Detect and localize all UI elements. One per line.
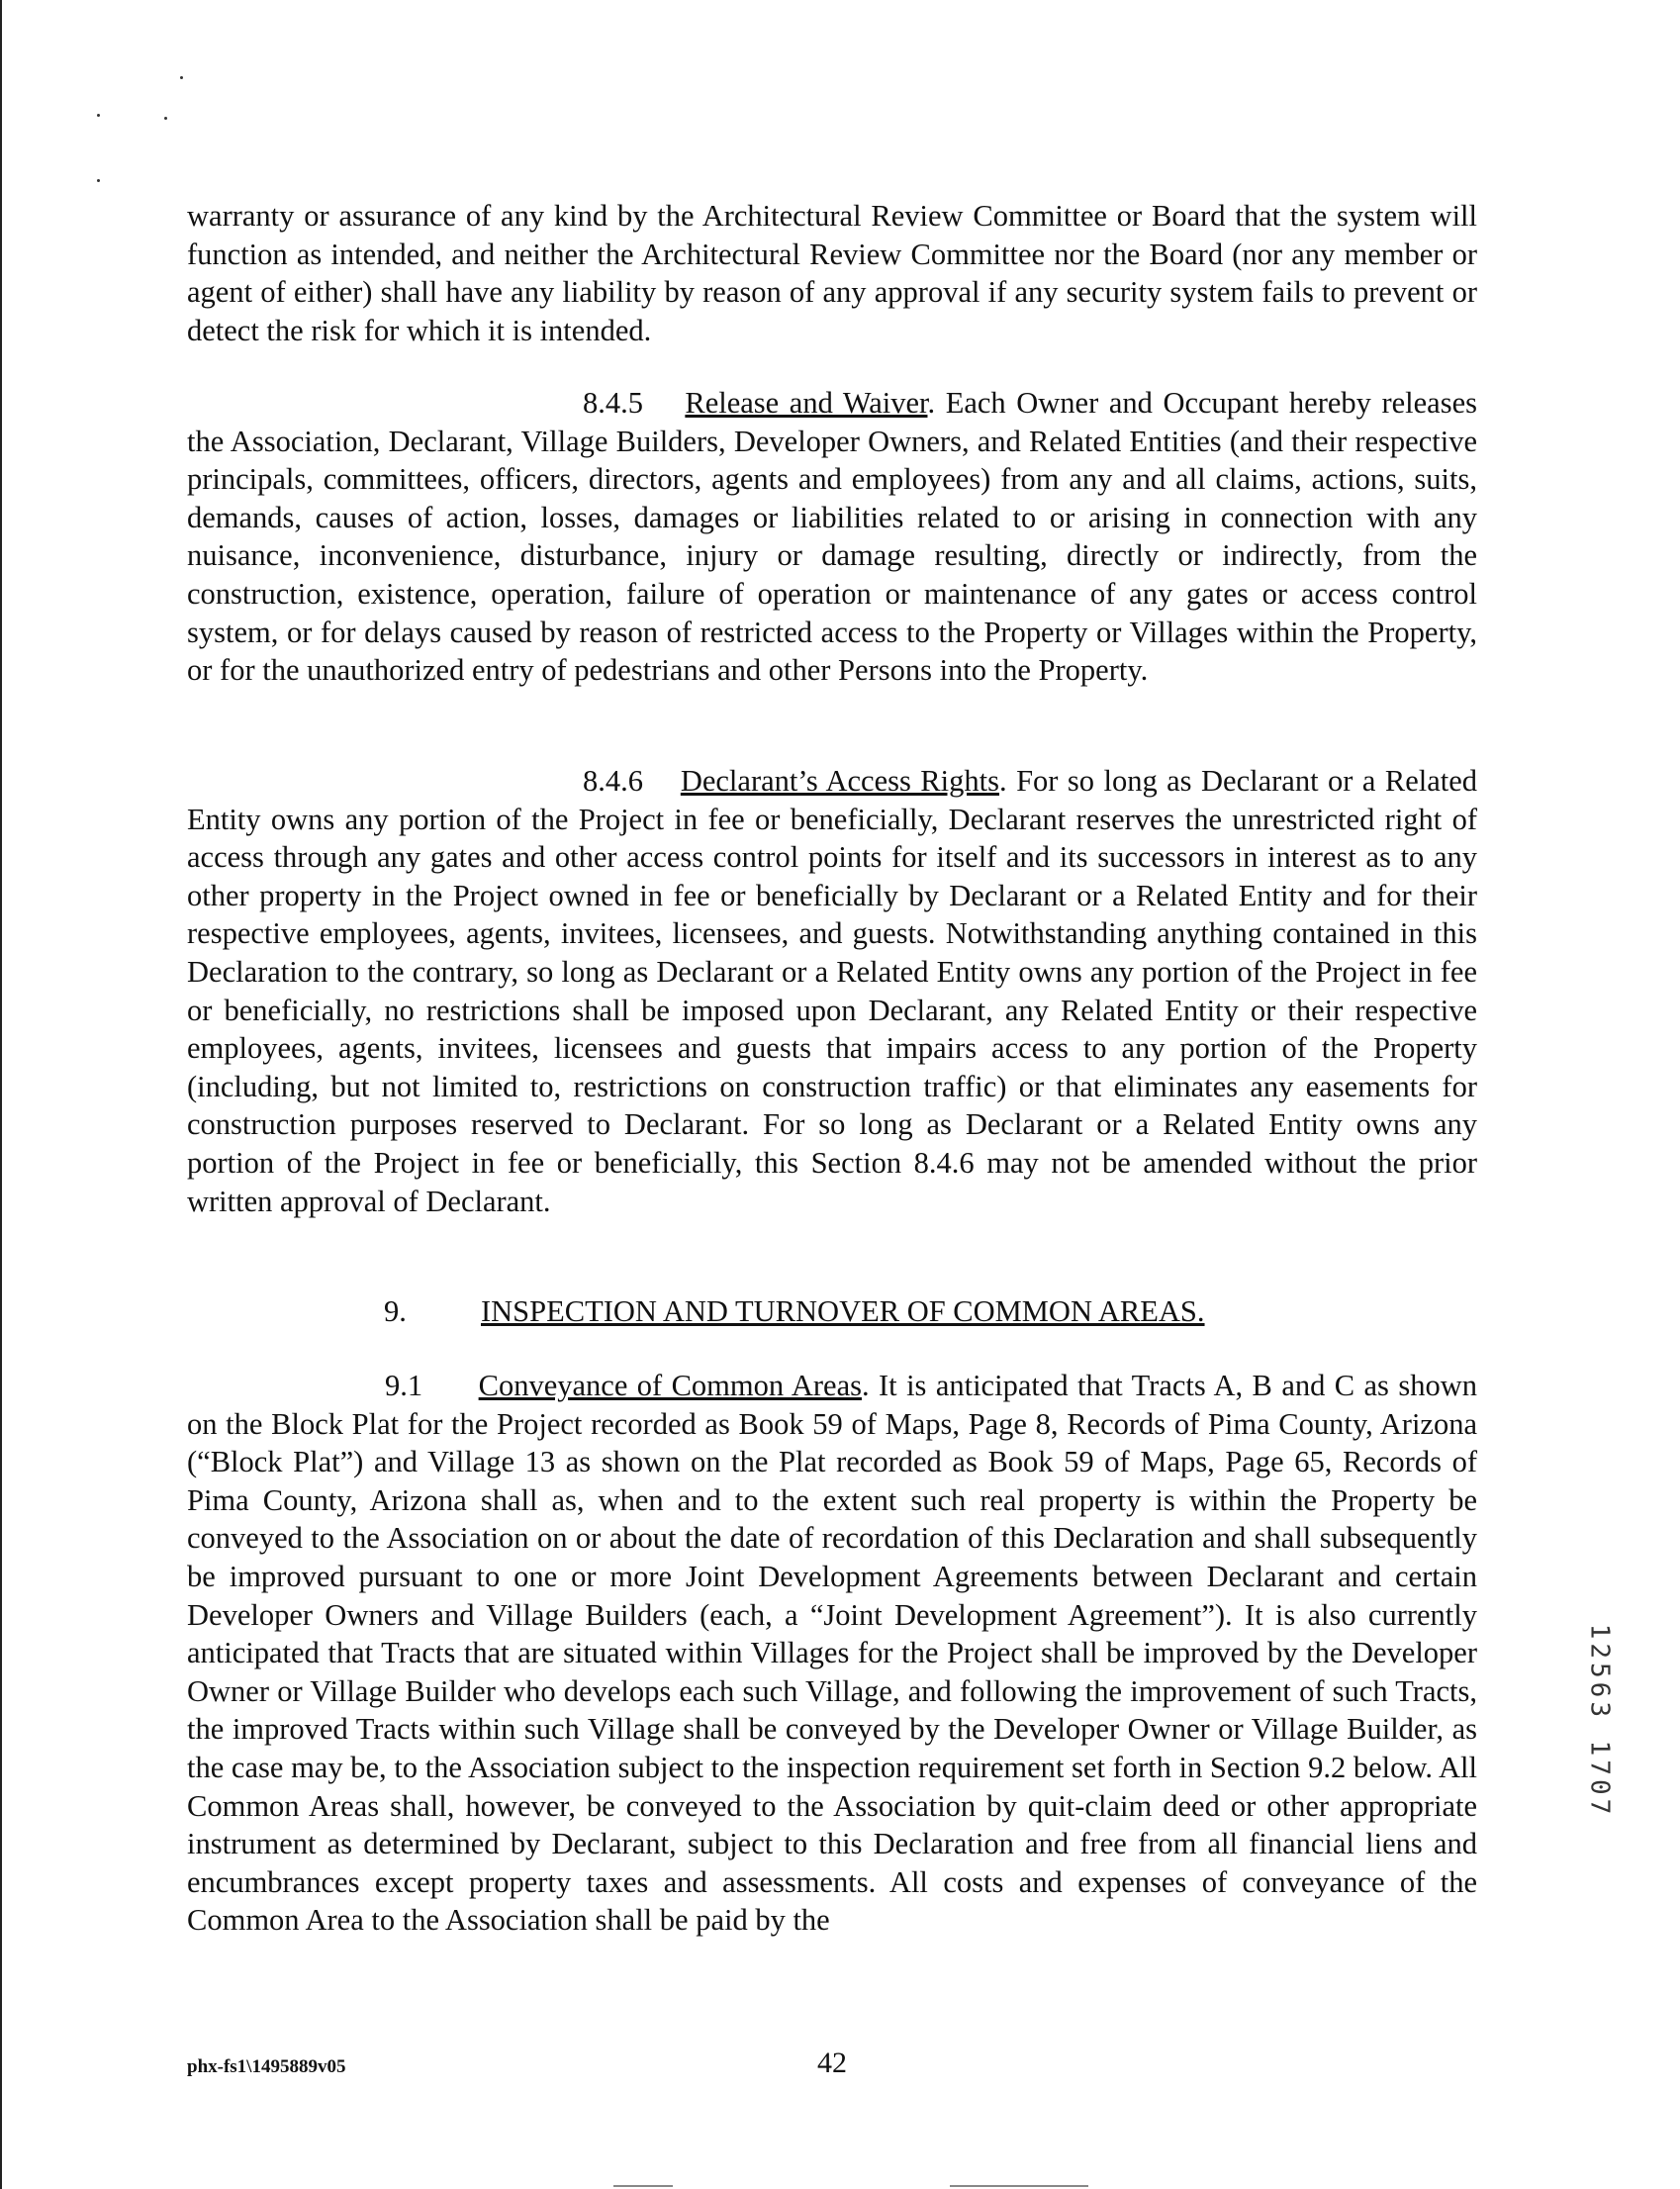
paragraph-security-warranty: warranty or assurance of any kind by the Architectural Review Committee or Board that the system will function as intended, and neither the Architectural Review Committee nor the Board (nor any member or agent of either) shall have any liability by reason of any approval if any security system fails to prevent or detect the risk for which it is intended.	[187, 199, 1477, 347]
section-8-4-text	[187, 197, 1477, 349]
section-title: Declarant’s Access Rights	[680, 764, 999, 798]
section-number: 9.1	[385, 1369, 423, 1402]
section-body: . For so long as Declarant or a Related Entity owns any portion of the Project in fee or beneficially, Declarant reserves the unrestricted right of access through any gates and other access control points for itself and its successors in interest as to any other property in the Project owned in fee or beneficially by Declarant or a Related Entity and for their respective employees, agents, invitees, licensees, and guests. Notwithstanding anything contained in this Declaration to the contrary, so long as Declarant or a Related Entity owns any portion of the Project in fee or beneficially, no restrictions shall be imposed upon Declarant, any Related Entity or their respective employees, agents, invitees, licensees and guests that impairs access to any portion of the Property (including, but not limited to, restrictions on construction traffic) or that eliminates any easements for construction purposes reserved to Declarant. For so long as Declarant or a Related Entity owns any portion of the Project in fee or beneficially, this Section 8.4.6 may not be amended without the prior written approval of Declarant.	[187, 764, 1478, 1218]
scan-artifact	[950, 2185, 1088, 2187]
heading-number: 9.	[384, 1294, 407, 1328]
section-9-heading	[384, 1292, 1205, 1331]
section-number: 8.4.6	[583, 764, 643, 798]
section-title: Release and Waiver	[685, 386, 928, 420]
scan-speck	[97, 114, 100, 117]
recording-stamp-text: 12563 1707	[1584, 1623, 1615, 1819]
section-body: . Each Owner and Occupant hereby releases the Association, Declarant, Village Builders, Developer Owners, and Related Entities (and their respective principals, committees, officers, directors, agents and employees) from any and all claims, actions, suits, demands, causes of action, losses, damages or liabilities related to or arising in connection with any nuisance, inconvenience, disturbance, injury or damage resulting, directly or indirectly, from the construction, existence, operation, failure of operation or maintenance of any gates or access control system, or for delays caused by reason of restricted access to the Property or Villages within the Property, or for the unauthorized entry of pedestrians and other Persons into the Property.	[187, 386, 1477, 688]
scan-speck	[97, 179, 100, 182]
footer-document-id: phx-fs1\1495889v05	[187, 2056, 346, 2077]
paragraph-access-rights	[187, 762, 1477, 1220]
paragraph-conveyance	[187, 1367, 1477, 1940]
section-title: Conveyance of Common Areas	[478, 1369, 862, 1402]
scan-speck	[164, 117, 167, 120]
section-8-4-6	[187, 762, 1477, 1220]
paragraph-release-waiver	[187, 384, 1477, 690]
section-body: . It is anticipated that Tracts A, B and C as shown on the Block Plat for the Project recorded as Book 59 of Maps, Page 8, Records of Pima County, Arizona (“Block Plat”) and Village 13 as shown on the Plat recorded as Book 59 of Maps, Page 65, Records of Pima County, Arizona shall as, when and to the extent such real property is within the Property be conveyed to the Association on or about the date of recordation of this Declaration and shall subsequently be improved pursuant to one or more Joint Development Agreements between Declarant and certain Developer Owners and Village Builders (each, a “Joint Development Agreement”). It is also currently anticipated that Tracts that are situated within Villages for the Project shall be improved by the Developer Owner or Village Builder who develops each such Village, and following the improvement of such Tracts, the improved Tracts within such Village shall be conveyed by the Developer Owner or Village Builder, as the case may be, to the Association subject to the inspection requirement set forth in Section 9.2 below. All Common Areas shall, however, be conveyed to the Association by quit-claim deed or other appropriate instrument as determined by Declarant, subject to this Declaration and free from all financial liens and encumbrances except property taxes and assessments. All costs and expenses of conveyance of the Common Area to the Association shall be paid by the	[187, 1369, 1477, 1938]
section-8-4-5	[187, 384, 1477, 690]
recording-stamp	[1569, 1585, 1629, 1856]
page-number: 42	[817, 2046, 847, 2079]
scan-speck	[180, 76, 183, 79]
scan-artifact	[613, 2185, 673, 2187]
scan-left-edge	[0, 0, 2, 2189]
section-number: 8.4.5	[583, 386, 643, 420]
heading-title: INSPECTION AND TURNOVER OF COMMON AREAS.	[481, 1294, 1205, 1328]
section-9-1	[187, 1367, 1477, 1940]
